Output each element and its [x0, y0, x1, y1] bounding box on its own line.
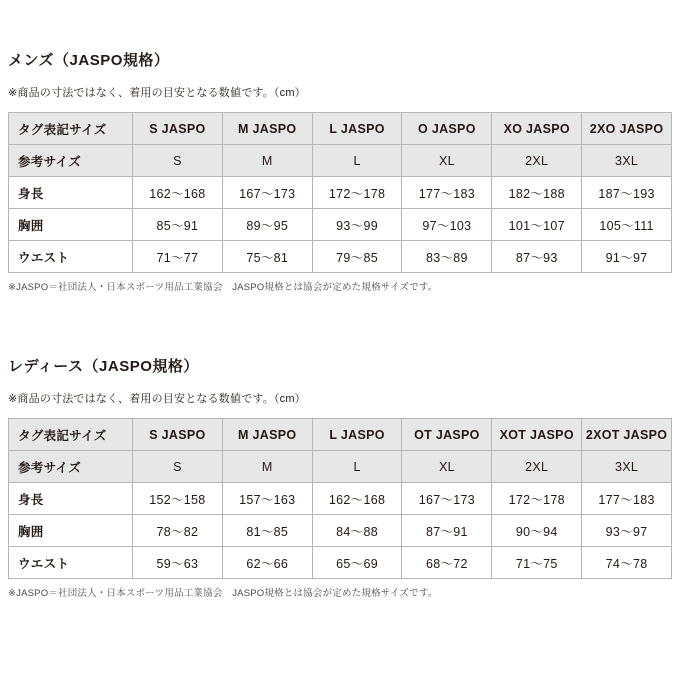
- table-row: [9, 547, 672, 579]
- row-header: 参考サイズ: [9, 145, 133, 177]
- table-cell: M JASPO: [222, 419, 312, 451]
- table-cell: L JASPO: [312, 419, 402, 451]
- row-header: ウエスト: [9, 547, 133, 579]
- section-title: メンズ（JASPO規格）: [8, 52, 170, 69]
- table-cell: 93〜97: [582, 515, 672, 547]
- section-note: ※商品の寸法ではなく、着用の目安となる数値です。（cm）: [8, 87, 306, 99]
- row-header: 参考サイズ: [9, 451, 133, 483]
- table-cell: XOT JASPO: [492, 419, 582, 451]
- table-cell: 97〜103: [402, 209, 492, 241]
- table-cell: 167〜173: [402, 483, 492, 515]
- table-cell: 2XL: [492, 451, 582, 483]
- table-cell: 65〜69: [312, 547, 402, 579]
- table-cell: 101〜107: [492, 209, 582, 241]
- table-cell: 167〜173: [222, 177, 312, 209]
- table-cell: M: [222, 145, 312, 177]
- table-cell: M: [222, 451, 312, 483]
- table-cell: 177〜183: [582, 483, 672, 515]
- ladies-size-table: [8, 418, 672, 579]
- table-cell: 2XO JASPO: [582, 113, 672, 145]
- table-cell: 162〜168: [133, 177, 223, 209]
- row-header: 身長: [9, 483, 133, 515]
- size-section-mens: [8, 52, 672, 295]
- row-header: タグ表記サイズ: [9, 419, 133, 451]
- table-cell: 71〜75: [492, 547, 582, 579]
- section-title: レディース（JASPO規格）: [8, 358, 199, 375]
- table-row: [9, 241, 672, 273]
- table-cell: S: [133, 145, 223, 177]
- table-cell: L: [312, 145, 402, 177]
- mens-size-table: [8, 112, 672, 273]
- table-cell: 91〜97: [582, 241, 672, 273]
- table-cell: S: [133, 451, 223, 483]
- table-cell: 187〜193: [582, 177, 672, 209]
- section-note: ※商品の寸法ではなく、着用の目安となる数値です。（cm）: [8, 393, 306, 405]
- table-cell: 2XOT JASPO: [582, 419, 672, 451]
- table-cell: XL: [402, 145, 492, 177]
- table-cell: 87〜93: [492, 241, 582, 273]
- table-cell: L: [312, 451, 402, 483]
- table-cell: 2XL: [492, 145, 582, 177]
- table-row: [9, 145, 672, 177]
- table-cell: 78〜82: [133, 515, 223, 547]
- table-cell: 81〜85: [222, 515, 312, 547]
- table-cell: 162〜168: [312, 483, 402, 515]
- table-row: [9, 515, 672, 547]
- table-cell: O JASPO: [402, 113, 492, 145]
- table-cell: 74〜78: [582, 547, 672, 579]
- table-cell: 3XL: [582, 451, 672, 483]
- table-row: [9, 419, 672, 451]
- section-footnote: ※JASPO＝社団法人・日本スポーツ用品工業協会 JASPO規格とは協会が定めた規格サイズです。: [8, 282, 438, 294]
- table-cell: S JASPO: [133, 113, 223, 145]
- table-cell: 71〜77: [133, 241, 223, 273]
- row-header: 胸囲: [9, 209, 133, 241]
- table-cell: 83〜89: [402, 241, 492, 273]
- table-cell: 3XL: [582, 145, 672, 177]
- table-cell: 177〜183: [402, 177, 492, 209]
- table-cell: 157〜163: [222, 483, 312, 515]
- table-cell: 59〜63: [133, 547, 223, 579]
- row-header: タグ表記サイズ: [9, 113, 133, 145]
- table-row: [9, 451, 672, 483]
- table-cell: L JASPO: [312, 113, 402, 145]
- table-cell: 172〜178: [312, 177, 402, 209]
- row-header: 胸囲: [9, 515, 133, 547]
- table-row: [9, 177, 672, 209]
- table-cell: 79〜85: [312, 241, 402, 273]
- table-cell: 172〜178: [492, 483, 582, 515]
- table-cell: M JASPO: [222, 113, 312, 145]
- row-header: ウエスト: [9, 241, 133, 273]
- table-cell: 85〜91: [133, 209, 223, 241]
- table-cell: 62〜66: [222, 547, 312, 579]
- table-cell: 75〜81: [222, 241, 312, 273]
- table-cell: 182〜188: [492, 177, 582, 209]
- table-cell: 68〜72: [402, 547, 492, 579]
- table-cell: 93〜99: [312, 209, 402, 241]
- table-cell: OT JASPO: [402, 419, 492, 451]
- table-cell: 152〜158: [133, 483, 223, 515]
- table-cell: XL: [402, 451, 492, 483]
- section-footnote: ※JASPO＝社団法人・日本スポーツ用品工業協会 JASPO規格とは協会が定めた規格サイズです。: [8, 588, 438, 600]
- row-header: 身長: [9, 177, 133, 209]
- table-row: [9, 483, 672, 515]
- table-cell: 87〜91: [402, 515, 492, 547]
- table-row: [9, 209, 672, 241]
- table-row: [9, 113, 672, 145]
- table-cell: 105〜111: [582, 209, 672, 241]
- table-cell: 89〜95: [222, 209, 312, 241]
- table-cell: XO JASPO: [492, 113, 582, 145]
- size-section-ladies: [8, 358, 672, 601]
- table-cell: S JASPO: [133, 419, 223, 451]
- table-cell: 90〜94: [492, 515, 582, 547]
- table-cell: 84〜88: [312, 515, 402, 547]
